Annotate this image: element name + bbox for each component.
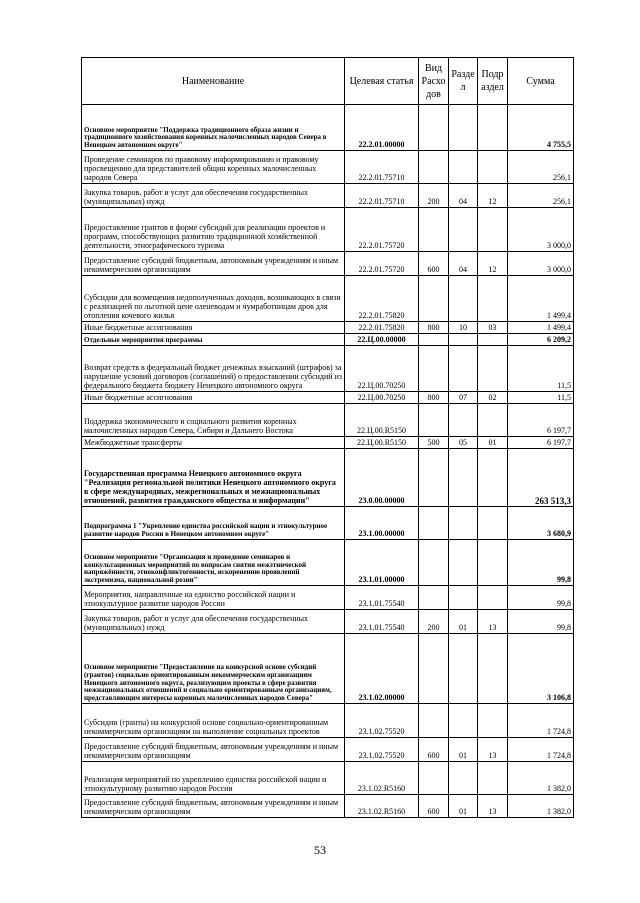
row-name: Предоставление субсидий бюджетным, автономным учреждениям и иным некоммерческим организациям	[82, 252, 345, 276]
row-section: 01	[449, 795, 478, 818]
table-row	[82, 322, 574, 334]
row-subsection: 13	[478, 610, 508, 634]
row-sum: 1 382,0	[508, 795, 574, 818]
row-subsection	[478, 762, 508, 795]
row-sum: 6 197,7	[508, 437, 574, 449]
row-name: Проведение семинаров по правовому информированию и правовому просвещению для представителей общин коренных малочисленных народов Севера	[82, 151, 345, 184]
row-subsection: 03	[478, 322, 508, 334]
row-name: Предоставление субсидий бюджетным, автономным учреждениям и иным некоммерческим организациям	[82, 738, 345, 762]
table-row	[82, 252, 574, 276]
table-row	[82, 404, 574, 437]
row-target-article: 22.Ц.00.70250	[345, 346, 419, 392]
row-target-article: 23.1.02.R5160	[345, 795, 419, 818]
row-section: 10	[449, 322, 478, 334]
row-section: 01	[449, 738, 478, 762]
table-row	[82, 346, 574, 392]
row-section	[449, 276, 478, 322]
row-sum: 3 106,8	[508, 634, 574, 704]
row-section	[449, 346, 478, 392]
row-name: Иные бюджетные ассигнования	[82, 392, 345, 404]
table-row	[82, 634, 574, 704]
row-subsection	[478, 634, 508, 704]
row-name: Государственная программа Ненецкого автономного округа "Реализация региональной политики Ненецкого автономного округа в сфере международных, межрегиональных и межнациональных отношений, развития гражданского общества и информации"	[82, 449, 345, 507]
row-expense-kind	[419, 449, 449, 507]
table-row	[82, 208, 574, 252]
row-sum: 6 197,7	[508, 404, 574, 437]
table-row	[82, 392, 574, 404]
row-section	[449, 404, 478, 437]
row-section: 04	[449, 252, 478, 276]
table-row	[82, 437, 574, 449]
row-section	[449, 540, 478, 586]
row-name: Основное мероприятие "Поддержка традиционного образа жизни и традиционного хозяйствования коренных малочисленных народов Севера в Ненецком автономном округе"	[82, 105, 345, 151]
row-sum: 1 724,8	[508, 738, 574, 762]
row-subsection: 12	[478, 252, 508, 276]
row-target-article: 22.2.01.75820	[345, 322, 419, 334]
row-target-article: 23.1.01.00000	[345, 540, 419, 586]
row-sum: 256,1	[508, 184, 574, 208]
table-header-row	[82, 58, 574, 105]
table-row	[82, 762, 574, 795]
row-target-article: 22.2.01.75820	[345, 276, 419, 322]
row-subsection	[478, 346, 508, 392]
row-subsection	[478, 507, 508, 540]
table-row	[82, 540, 574, 586]
row-target-article: 22.2.01.75720	[345, 208, 419, 252]
header-sum: Сумма	[508, 58, 574, 105]
row-target-article: 23.1.00.00000	[345, 507, 419, 540]
row-section	[449, 634, 478, 704]
row-subsection: 01	[478, 437, 508, 449]
budget-table	[81, 57, 574, 818]
row-target-article: 22.2.01.00000	[345, 105, 419, 151]
row-expense-kind	[419, 346, 449, 392]
row-name: Иные бюджетные ассигнования	[82, 322, 345, 334]
table-row	[82, 105, 574, 151]
row-name: Основное мероприятие "Предоставление на конкурсной основе субсидий (грантов) социально ориентированным некоммерческим организациям Ненецкого автономного округа, реализующим проекты в сфере развития межнациональных отношений и социально ориентированным организациям, представляющим интересы коренных малочисленных народов Севера"	[82, 634, 345, 704]
row-expense-kind: 800	[419, 392, 449, 404]
table-row	[82, 449, 574, 507]
row-target-article: 22.Ц.00.70250	[345, 392, 419, 404]
row-target-article: 23.1.02.R5160	[345, 762, 419, 795]
row-name: Субсидии для возмещения недополученных доходов, возникающих в связи с реализацией по льготной цене оленеводам и чумработницам дров для отопления кочевого жилья	[82, 276, 345, 322]
row-name: Поддержка экономического и социального развития коренных малочисленных народов Севера, Сибири и Дальнего Востока	[82, 404, 345, 437]
row-subsection	[478, 586, 508, 610]
row-expense-kind	[419, 276, 449, 322]
row-section	[449, 151, 478, 184]
row-target-article: 23.1.01.75540	[345, 586, 419, 610]
row-subsection	[478, 404, 508, 437]
row-expense-kind	[419, 586, 449, 610]
row-sum: 3 000,0	[508, 208, 574, 252]
table-row	[82, 610, 574, 634]
row-subsection: 12	[478, 184, 508, 208]
table-row	[82, 704, 574, 738]
row-section: 07	[449, 392, 478, 404]
row-subsection	[478, 105, 508, 151]
row-subsection	[478, 334, 508, 346]
row-name: Закупка товаров, работ и услуг для обеспечения государственных (муниципальных) нужд	[82, 184, 345, 208]
table-row	[82, 586, 574, 610]
row-expense-kind	[419, 762, 449, 795]
header-name: Наименование	[82, 58, 345, 105]
row-target-article: 22.2.01.75720	[345, 252, 419, 276]
table-row	[82, 334, 574, 346]
row-sum: 99,8	[508, 586, 574, 610]
row-expense-kind: 600	[419, 252, 449, 276]
row-target-article: 22.2.01.75710	[345, 151, 419, 184]
row-target-article: 23.0.00.00000	[345, 449, 419, 507]
row-name: Предоставление грантов в форме субсидий для реализации проектов и программ, способствующих развитию традиционной хозяйственной деятельности, этнографического туризма	[82, 208, 345, 252]
row-target-article: 23.1.01.75540	[345, 610, 419, 634]
row-target-article: 23.1.02.75520	[345, 704, 419, 738]
row-name: Межбюджетные трансферты	[82, 437, 345, 449]
row-name: Основное мероприятие "Организация и проведение семинаров и конкультационных мероприятий по вопросам снятия межэтнической напряжённости, этноконфликтогенности, искоренению проявлений экстремизма, национальной розни"	[82, 540, 345, 586]
row-sum: 4 755,5	[508, 105, 574, 151]
row-name: Подпрограмма 1 "Укрепление единства российской нации и этнокультурное развитие народов России в Ненецком автономном округе"	[82, 507, 345, 540]
row-subsection: 13	[478, 795, 508, 818]
table-row	[82, 795, 574, 818]
row-target-article: 22.Ц.00.R5150	[345, 404, 419, 437]
row-expense-kind: 500	[419, 437, 449, 449]
row-target-article: 22.Ц.00.R5150	[345, 437, 419, 449]
table-row	[82, 507, 574, 540]
row-sum: 263 513,3	[508, 449, 574, 507]
row-expense-kind	[419, 334, 449, 346]
page-number: 53	[314, 843, 326, 857]
row-subsection: 02	[478, 392, 508, 404]
row-name: Предоставление субсидий бюджетным, автономным учреждениям и иным некоммерческим организациям	[82, 795, 345, 818]
row-expense-kind	[419, 540, 449, 586]
row-subsection	[478, 151, 508, 184]
table-row	[82, 276, 574, 322]
row-section	[449, 449, 478, 507]
row-expense-kind	[419, 507, 449, 540]
row-expense-kind: 800	[419, 322, 449, 334]
row-name: Отдельные мероприятия программы	[82, 334, 345, 346]
header-subsection: Подр аздел	[478, 58, 508, 105]
row-name: Закупка товаров, работ и услуг для обеспечения государственных (муниципальных) нужд	[82, 610, 345, 634]
row-sum: 3 680,9	[508, 507, 574, 540]
row-expense-kind	[419, 105, 449, 151]
row-sum: 11,5	[508, 346, 574, 392]
row-expense-kind: 600	[419, 738, 449, 762]
table-row	[82, 184, 574, 208]
row-target-article: 23.1.02.75520	[345, 738, 419, 762]
row-section	[449, 586, 478, 610]
header-target-article: Целевая статья	[345, 58, 419, 105]
row-section	[449, 105, 478, 151]
row-expense-kind: 200	[419, 184, 449, 208]
row-subsection	[478, 704, 508, 738]
row-sum: 1 724,8	[508, 704, 574, 738]
row-expense-kind: 200	[419, 610, 449, 634]
row-sum: 99,8	[508, 540, 574, 586]
row-section: 05	[449, 437, 478, 449]
row-subsection	[478, 540, 508, 586]
row-sum: 1 499,4	[508, 276, 574, 322]
row-name: Субсидии (гранты) на конкурсной основе социально-ориентированным некоммерческим организациям на выполнение социальных проектов	[82, 704, 345, 738]
row-target-article: 22.Ц.00.00000	[345, 334, 419, 346]
row-sum: 256,1	[508, 151, 574, 184]
row-expense-kind	[419, 404, 449, 437]
row-expense-kind	[419, 634, 449, 704]
row-section	[449, 208, 478, 252]
row-sum: 1 382,0	[508, 762, 574, 795]
row-expense-kind	[419, 208, 449, 252]
row-expense-kind	[419, 151, 449, 184]
row-name: Реализация мероприятий по укреплению единства российской нации и этнокультурному развитию народов России	[82, 762, 345, 795]
row-subsection: 13	[478, 738, 508, 762]
header-expense-kind: Вид Расхо дов	[419, 58, 449, 105]
row-sum: 1 499,4	[508, 322, 574, 334]
row-section	[449, 704, 478, 738]
row-section: 04	[449, 184, 478, 208]
row-name: Мероприятия, направленные на единство российской нации и этнокультурное развитие народов России	[82, 586, 345, 610]
row-sum: 6 209,2	[508, 334, 574, 346]
row-name: Возврат средств в федеральный бюджет денежных взысканий (штрафов) за нарушение условий договоров (соглашений) о предоставлении субсидий из федерального бюджета бюджету Ненецкого автономного округа	[82, 346, 345, 392]
row-subsection	[478, 208, 508, 252]
header-section: Разде л	[449, 58, 478, 105]
row-sum: 11,5	[508, 392, 574, 404]
row-sum: 3 000,0	[508, 252, 574, 276]
row-section	[449, 334, 478, 346]
row-subsection	[478, 449, 508, 507]
row-section: 01	[449, 610, 478, 634]
row-section	[449, 507, 478, 540]
row-subsection	[478, 276, 508, 322]
row-sum: 99,8	[508, 610, 574, 634]
table-row	[82, 738, 574, 762]
table-row	[82, 151, 574, 184]
row-expense-kind: 600	[419, 795, 449, 818]
row-expense-kind	[419, 704, 449, 738]
row-target-article: 23.1.02.00000	[345, 634, 419, 704]
row-section	[449, 762, 478, 795]
row-target-article: 22.2.01.75710	[345, 184, 419, 208]
